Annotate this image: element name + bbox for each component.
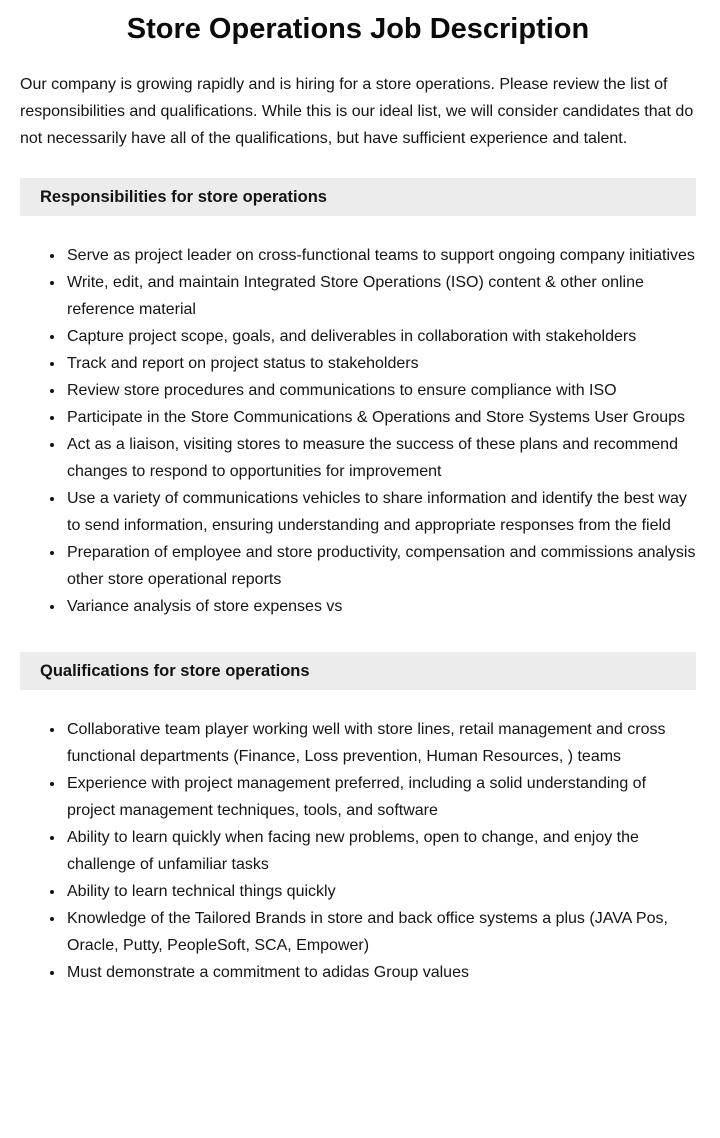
list-item: • Capture project scope, goals, and deliverables in collaboration with stakeholders bbox=[65, 323, 696, 350]
list-item: • Ability to learn quickly when facing new problems, open to change, and enjoy the challenge of unfamiliar tasks bbox=[65, 824, 696, 878]
list-item: • Knowledge of the Tailored Brands in store and back office systems a plus (JAVA Pos, Oracle, Putty, PeopleSoft, SCA, Empower) bbox=[65, 905, 696, 959]
list-item: • Use a variety of communications vehicles to share information and identify the best way to send information, ensuring understanding and appropriate responses from the field bbox=[65, 485, 696, 539]
list-item: • Serve as project leader on cross-functional teams to support ongoing company initiatives bbox=[65, 242, 696, 269]
list-item: • Participate in the Store Communications & Operations and Store Systems User Groups bbox=[65, 404, 696, 431]
list-item: • Variance analysis of store expenses vs bbox=[65, 593, 696, 620]
list-item: • Experience with project management preferred, including a solid understanding of project management techniques, tools, and software bbox=[65, 770, 696, 824]
list-item: • Must demonstrate a commitment to adidas Group values bbox=[65, 959, 696, 986]
list-item: • Collaborative team player working well with store lines, retail management and cross functional departments (Finance, Loss prevention, Human Resources, ) teams bbox=[65, 716, 696, 770]
section-heading-text: Responsibilities for store operations bbox=[40, 187, 327, 206]
list-item: • Act as a liaison, visiting stores to measure the success of these plans and recommend changes to respond to opportunities for improvement bbox=[65, 431, 696, 485]
section-header-responsibilities bbox=[20, 178, 696, 216]
list-item: • Ability to learn technical things quickly bbox=[65, 878, 696, 905]
qualifications-list bbox=[20, 716, 696, 986]
responsibilities-list bbox=[20, 242, 696, 620]
list-item: • Track and report on project status to stakeholders bbox=[65, 350, 696, 377]
section-header-qualifications bbox=[20, 652, 696, 690]
list-item: • Preparation of employee and store productivity, compensation and commissions analysis other store operational reports bbox=[65, 539, 696, 593]
page-title: Store Operations Job Description bbox=[126, 13, 590, 45]
section-heading-text: Qualifications for store operations bbox=[40, 661, 310, 680]
list-item: • Write, edit, and maintain Integrated Store Operations (ISO) content & other online reference material bbox=[65, 269, 696, 323]
intro-paragraph: Our company is growing rapidly and is hiring for a store operations. Please review the list of responsibilities and qualifications. While this is our ideal list, we will consider candidates that do not necessarily have all of the qualifications, but have sufficient experience and talent. bbox=[20, 75, 694, 147]
list-item: • Review store procedures and communications to ensure compliance with ISO bbox=[65, 377, 696, 404]
